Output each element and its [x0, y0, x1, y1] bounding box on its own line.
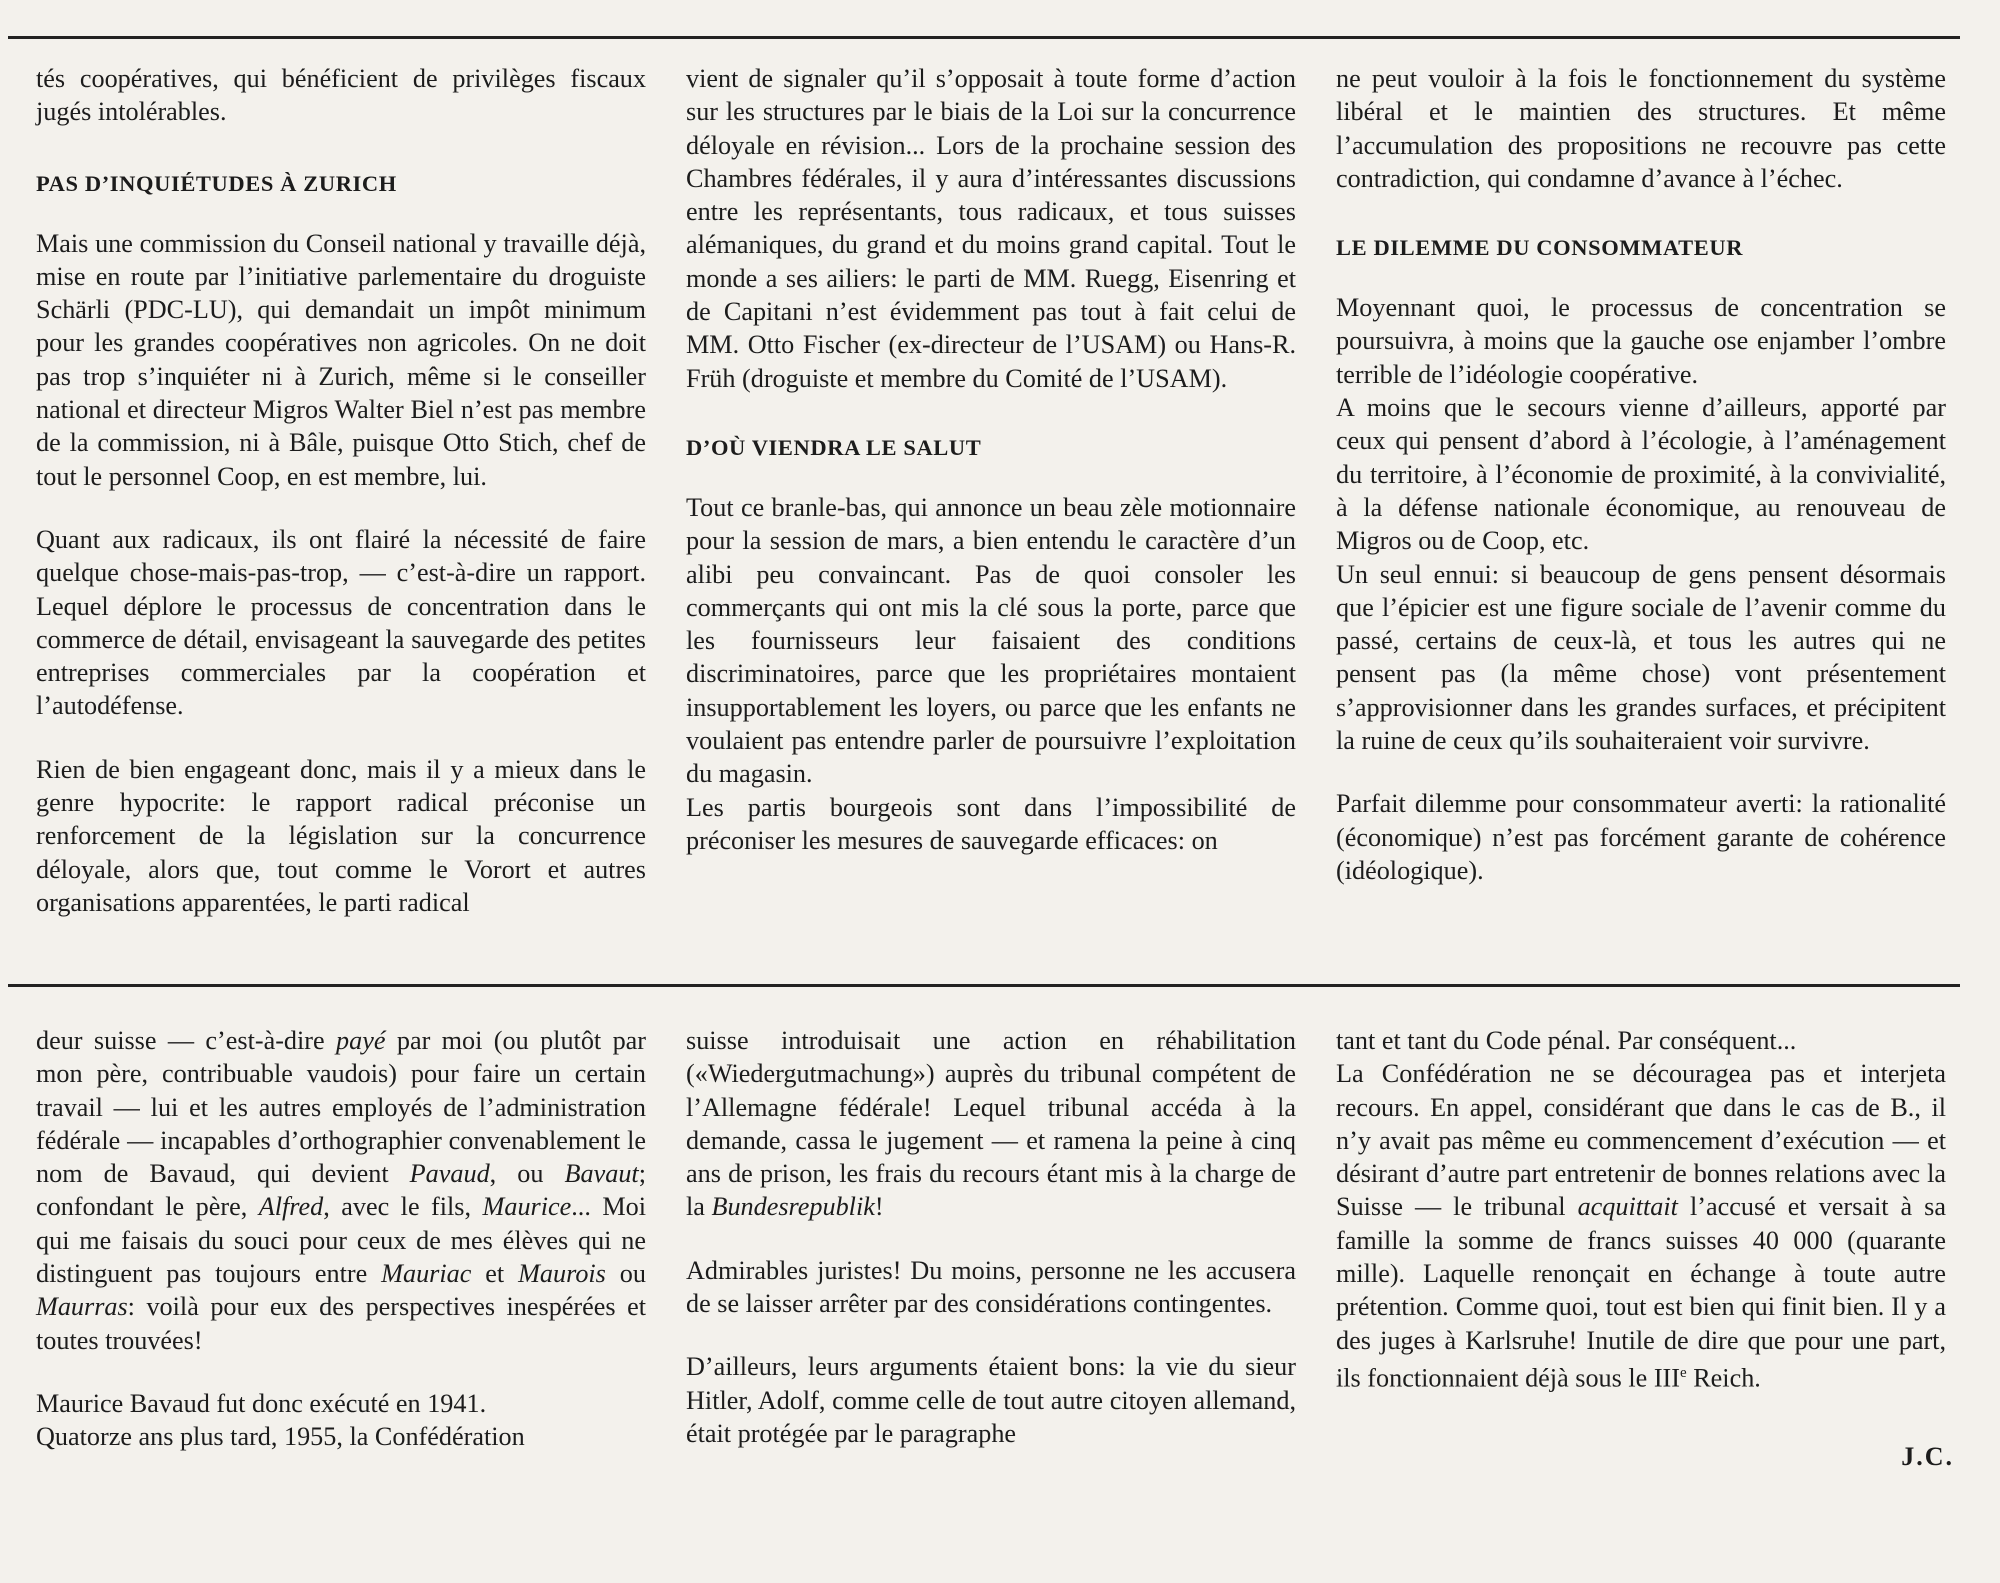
paragraph: Maurice Bavaud fut donc exécuté en 1941. — [36, 1388, 487, 1418]
middle-rule — [8, 984, 1960, 987]
paragraph: Quant aux radicaux, ils ont flairé la nécessité de faire quelque chose-mais-pas-trop, — c’est-à-dire un rapport. Lequel déplore le processus de concentration dans le commerce de détail, envisageant la sauvegarde des petites entreprises commerciales par la coopération et l’autodéfense. — [36, 524, 646, 721]
paragraph: Tout ce branle-bas, qui annonce un beau zèle motionnaire pour la session de mars, a bien entendu le caractère d’un alibi peu convaincant. Pas de quoi consoler les commerçants qui ont mis la clé sous la porte, parce que les fournisseurs leur faisaient des conditions discriminatoires, parce que les propriétaires montaient insupportablement les loyers, ou parce que les enfants ne voulaient pas entendre parler de poursuivre l’exploitation du magasin. — [686, 492, 1296, 789]
lower-column-3 — [1336, 1024, 1946, 1395]
paragraph: Parfait dilemme pour consommateur averti: la rationalité (économique) n’est pas forcément garante de cohérence (idéologique). — [1336, 789, 1946, 885]
upper-column-3 — [1336, 62, 1946, 887]
paragraph: deur suisse — c’est-à-dire payé par moi (ou plutôt par mon père, contribuable vaudois) pour faire un certain travail — lui et les autres employés de l’administration fédérale — incapables d’orthographier convenablement le nom de Bavaud, qui devient Pavaud, ou Bavaut; confondant le père, Alfred, avec le fils, Maurice... Moi qui me faisais du souci pour ceux de mes élèves qui ne distinguent pas toujours entre Mauriac et Maurois ou Maurras: voilà pour eux des perspectives inespérées et toutes trouvées! — [36, 1026, 647, 1355]
paragraph: suisse introduisait une action en réhabilitation («Wiedergutmachung») auprès du tribunal compétent de l’Allemagne fédérale! Lequel tribunal accéda à la demande, cassa le jugement — et ramena la peine à cinq ans de prison, les frais du recours étant mis à la charge de la Bundesrepublik! — [686, 1026, 1296, 1222]
lower-column-1 — [36, 1024, 646, 1454]
paragraph: Un seul ennui: si beaucoup de gens pensent désormais que l’épicier est une figure sociale de l’avenir comme du passé, certains de ceux-là, et tous les autres qui ne pensent pas (la même chose) vont présentement s’approvisionner dans les grandes surfaces, et précipitent la ruine de ceux qu’ils souhaiteraient voir survivre. — [1336, 559, 1946, 756]
paragraph: Mais une commission du Conseil national y travaille déjà, mise en route par l’initiative parlementaire du droguiste Schärli (PDC-LU), qui demandait un impôt minimum pour les grandes coopératives non agricoles. On ne doit pas trop s’inquiéter ni à Zurich, même si le conseiller national et directeur Migros Walter Biel n’est pas membre de la commission, ni à Bâle, puisque Otto Stich, chef de tout le personnel Coop, en est membre, lui. — [36, 228, 646, 491]
paragraph: Rien de bien engageant donc, mais il y a mieux dans le genre hypocrite: le rapport radical préconise un renforcement de la législation sur la concurrence déloyale, alors que, tout comme le Vorort et autres organisations apparentées, le parti radical — [36, 754, 646, 917]
lower-column-2 — [686, 1024, 1296, 1450]
section-heading: LE DILEMME DU CONSOMMATEUR — [1336, 235, 1744, 261]
upper-column-2 — [686, 62, 1296, 857]
paragraph: Les partis bourgeois sont dans l’impossibilité de préconiser les mesures de sauvegarde efficaces: on — [686, 792, 1296, 855]
section-heading: D’OÙ VIENDRA LE SALUT — [686, 434, 982, 460]
section-heading: PAS D’INQUIÉTUDES À ZURICH — [36, 170, 397, 196]
author-signature: J.C. — [1901, 1442, 1954, 1471]
paragraph: tant et tant du Code pénal. Par conséquent... — [1336, 1026, 1797, 1055]
paragraph: La Confédération ne se découragea pas et interjeta recours. En appel, considérant que dans le cas de B., il n’y avait pas même eu commencement d’exécution — et désirant d’autre part entretenir de bonnes relations avec la Suisse — le tribunal acquittait l’accusé et versait à sa famille la somme de francs suisses 40 000 (quarante mille). Laquelle renonçait en échange à toute autre prétention. Comme quoi, tout est bien qui finit bien. Il y a des juges à Karlsruhe! Inutile de dire que pour une part, ils fonctionnaient déjà sous le IIIe Reich. — [1336, 1059, 1946, 1393]
paragraph: Moyennant quoi, le processus de concentration se poursuivra, à moins que la gauche ose enjamber l’ombre terrible de l’idéologie coopérative. — [1336, 293, 1946, 389]
paragraph: Admirables juristes! Du moins, personne ne les accusera de se laisser arrêter par des considérations contingentes. — [686, 1255, 1296, 1319]
paragraph: tés coopératives, qui bénéficient de privilèges fiscaux jugés intolérables. — [36, 64, 646, 127]
paragraph: D’ailleurs, leurs arguments étaient bons: la vie du sieur Hitler, Adolf, comme celle de tout autre citoyen allemand, était protégée par le paragraphe — [686, 1352, 1296, 1448]
paragraph: vient de signaler qu’il s’opposait à toute forme d’action sur les structures par le biais de la Loi sur la concurrence déloyale en révision... Lors de la prochaine session des Chambres fédérales, il y aura d’intéressantes discussions entre les représentants, tous radicaux, et tous suisses alémaniques, du grand et du moins grand capital. Tout le monde a ses ailiers: le parti de MM. Ruegg, Eisenring et de Capitani n’est évidemment pas tout à fait celui de MM. Otto Fischer (ex-directeur de l’USAM) ou Hans-R. Früh (droguiste et membre du Comité de l’USAM). — [686, 64, 1296, 393]
paragraph: Quatorze ans plus tard, 1955, la Confédération — [36, 1422, 525, 1452]
paragraph: A moins que le secours vienne d’ailleurs, apporté par ceux qui pensent d’abord à l’écologie, à l’aménagement du territoire, à l’économie de proximité, à la convivialité, à la défense nationale économique, au renouveau de Migros ou de Coop, etc. — [1336, 393, 1946, 556]
upper-column-1 — [36, 62, 646, 919]
paragraph: ne peut vouloir à la fois le fonctionnement du système libéral et le maintien des structures. Et même l’accumulation des propositions ne recouvre pas cette contradiction, qui condamne d’avance à l’échec. — [1336, 64, 1946, 193]
top-rule — [8, 36, 1960, 39]
